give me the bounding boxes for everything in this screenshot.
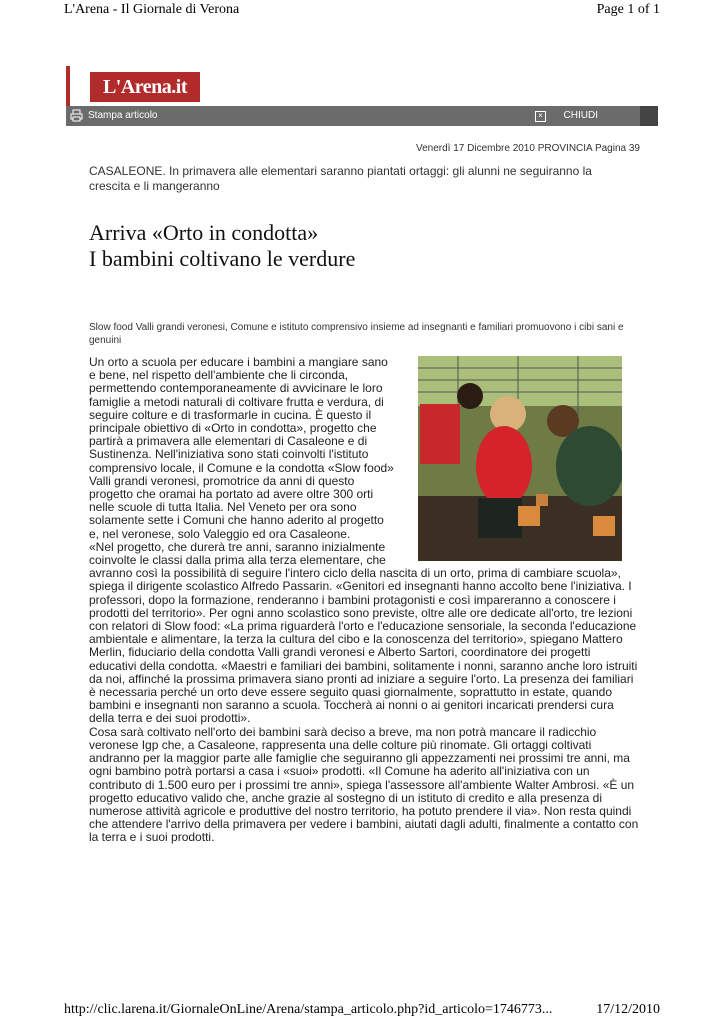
printer-icon[interactable] — [70, 109, 83, 122]
para1-line: progetto che oramai ha portato ad avere oltre 300 orti — [89, 487, 374, 502]
logo-accent-bar — [66, 66, 70, 106]
para1-line: Valli grandi veronesi, promotrice da anni di questo — [89, 473, 355, 488]
para2-line: coinvolte le classi dalla prima alla terza elementare, che — [89, 553, 386, 568]
para1-line: solamente sette i Comuni che hanno aderito al progetto — [89, 513, 384, 528]
para1-line: principale obiettivo di «Orto in condotta», progetto che — [89, 421, 377, 436]
para1-column — [89, 356, 397, 567]
para1-line: Un orto a scuola per educare i bambini a mangiare sano — [89, 355, 388, 369]
headline-line-1: Arriva «Orto in condotta» — [89, 220, 319, 245]
para1-line: e, nel veronese, solo Valeggio ed ora Casaleone. — [89, 526, 351, 541]
print-header — [0, 0, 724, 24]
print-header-page: Page 1 of 1 — [596, 2, 660, 17]
article-subhead: Slow food Valli grandi veronesi, Comune e istituto comprensivo insieme ad insegnanti e familiari promuovono i cibi sani e genuini — [89, 322, 624, 346]
para2-continued: avranno così la possibilità di seguire l'intero ciclo della nascita di un orto, prima di cambiare scuola», spiega il dirigente scolastico Alfredo Passarin. «Genitori ed insegnanti hanno accolto bene l'iniziativa. I professori, dopo la formazione, renderanno i bambini protagonisti e così impareranno a conoscere i prodotti del territorio». Per ogni anno scolastico sono previste, oltre alle ore dedicate all'orto, tre lezioni con relatori di Slow food: «La prima riguarderà l'orto e l'educazione sensoriale, la seconda l'educazione ambientale e alimentare, la terza la cultura del cibo e la conoscenza del territorio», spiegano Mattero Merlin, fiduciario della condotta Valli grandi veronesi e Alberto Sartori, coordinatore dei progetti educativi della condotta. «Maestri e familiari dei bambini, solitamente i nonni, saranno anche loro istruiti da noi, affinché la prossima primavera siano pronti ad iniziare a seguire l'orto. La presenza dei familiari è necessaria perché un orto deve essere seguito quasi giornalmente, soprattutto in estate, quando bambini e insegnanti non saranno a scuola. Toccherà ai nonni o ai genitori incaricati prendersi cura della terra e dei suoi prodotti». — [89, 566, 638, 726]
article-headline — [89, 220, 629, 272]
print-header-title: L'Arena - Il Giornale di Verona — [64, 2, 240, 17]
print-footer-date: 17/12/2010 — [596, 1002, 660, 1017]
article-body — [89, 356, 641, 845]
article-dateline: Venerdì 17 Dicembre 2010 PROVINCIA Pagina 39 — [415, 143, 640, 154]
close-button[interactable]: CHIUDI — [563, 110, 598, 121]
para1-line: partirà a primavera alle elementari di Casaleone e di — [89, 434, 368, 449]
para1-line: permettendo contemporaneamente di avvicinare le loro — [89, 381, 383, 396]
article-kicker: CASALEONE. In primavera alle elementari saranno piantati ortaggi: gli alunni ne seguiranno la crescita e li mangeranno — [89, 164, 592, 193]
print-footer-url[interactable]: http://clic.larena.it/GiornaleOnLine/Arena/stampa_articolo.php?id_articolo=1746773... — [64, 1002, 553, 1017]
larena-logo[interactable]: L'Arena.it — [90, 72, 200, 102]
print-article-button[interactable]: Stampa articolo — [88, 110, 158, 121]
para2-line: «Nel progetto, che durerà tre anni, saranno inizialmente — [89, 539, 386, 554]
para1-line: e bene, nel rispetto dell'ambiente che li circonda, — [89, 368, 349, 383]
article-toolbar — [66, 106, 658, 126]
para1-line: Sustinenza. Nell'iniziativa sono stati coinvolti l'istituto — [89, 447, 369, 462]
para3: Cosa sarà coltivato nell'orto dei bambini sarà deciso a breve, ma non potrà mancare il radicchio veronese Igp che, a Casaleone, rappresenta una delle colture più rinomate. Gli ortaggi coltivati andranno per la maggior parte alle famiglie che seguiranno gli appezzamenti nei prossimi tre anni, ma ogni bambino potrà portarsi a casa i «suoi» prodotti. «Il Comune ha aderito all'iniziativa con un contributo di 1.500 euro per i prossimi tre anni», spiega l'assessore all'ambiente Walter Ambrosi. «È un progetto educativo valido che, anche grazie al sostegno di un istituto di credito e alla presenza di numerose attività agricole e produttive del nostro territorio, ha potuto prendere il via». Non resta quindi che attendere l'arrivo della primavera per vedere i bambini, aiutati dagli adulti, finalmente a contatto con la terra e i suoi prodotti. — [89, 724, 639, 845]
print-footer — [0, 1000, 724, 1024]
toolbar-end-block — [640, 106, 658, 126]
para1-line: seguire colture e di trasformarle in cucina. È questo il — [89, 407, 372, 422]
para1-line: nelle scuole di tutta Italia. Nel Veneto per ora sono — [89, 500, 357, 515]
headline-line-2: I bambini coltivano le verdure — [89, 246, 356, 271]
close-icon[interactable]: × — [535, 111, 546, 122]
para1-line: comprensivo locale, il Comune e la condotta «Slow food» — [89, 460, 394, 475]
para1-line: famiglie a metodi naturali di coltivare frutta e verdura, di — [89, 394, 384, 409]
